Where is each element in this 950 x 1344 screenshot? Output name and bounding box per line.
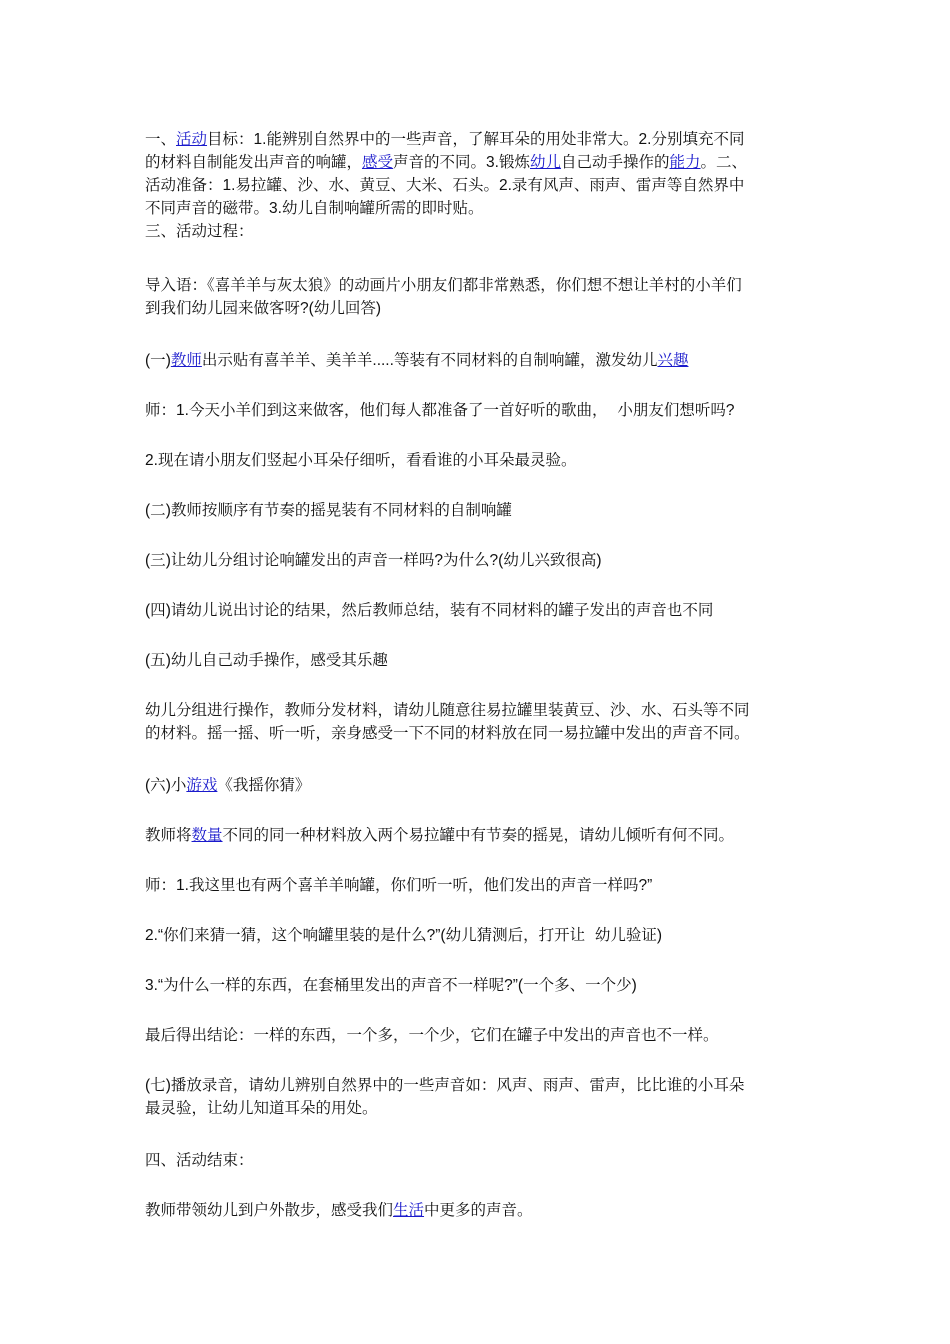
text: ( (145, 602, 151, 619)
text: ?”( (504, 977, 524, 994)
teacher-line-1 (145, 399, 810, 422)
text: 声音的不同。 (393, 153, 487, 171)
step-4 (145, 599, 810, 622)
text-line (145, 1074, 810, 1097)
text: ) (375, 300, 381, 317)
text: ) (165, 352, 171, 369)
teacher-line-2 (145, 449, 810, 472)
text: 1. (176, 402, 189, 419)
section-heading-end (145, 1149, 810, 1172)
text-line (145, 499, 810, 522)
text: 3. (486, 154, 499, 171)
text-line (145, 151, 810, 174)
text: 四、活动结束： (145, 1151, 254, 1169)
text: ) (165, 502, 171, 519)
text: 到我们幼儿园来做客呀 (145, 299, 301, 317)
text: ) (165, 552, 171, 569)
text-line (145, 274, 810, 297)
text: 为什么一样的东西，在套桶里发出的声音不一样呢 (163, 976, 505, 994)
text: 幼儿回答 (313, 299, 376, 317)
text: ( (145, 1077, 151, 1094)
text: 师： (145, 401, 177, 419)
text: ( (145, 552, 151, 569)
text: 的材料自制能发出声音的响罐， (145, 153, 363, 171)
text: 《我摇你猜》 (217, 776, 311, 794)
text: ..... (372, 352, 394, 369)
text: 活动准备： (145, 176, 223, 194)
text: 教师按顺序有节奏的摇晃装有不同材料的自制响罐 (170, 501, 512, 519)
text: ) (596, 552, 602, 569)
operation-paragraph (145, 699, 810, 745)
text-line (145, 824, 810, 847)
text: 2.“ (145, 927, 164, 944)
text: 小 (170, 776, 187, 794)
text: 自己动手操作的 (561, 153, 670, 171)
text: ) (165, 602, 171, 619)
text: ?”( (426, 927, 446, 944)
text-line (145, 774, 810, 797)
text: ?( (489, 552, 504, 569)
step-6 (145, 774, 810, 797)
text: 小朋友们想听吗 (617, 401, 726, 419)
objectives-paragraph (145, 128, 810, 243)
text: ) (631, 977, 637, 994)
teacher-question-1 (145, 874, 810, 897)
link-life[interactable]: 生活 (393, 1201, 425, 1219)
text: ?( (300, 300, 314, 317)
text: 不同声音的磁带。 (145, 199, 270, 217)
text: 你们来猜一猜，这个响罐里装的是什么 (163, 926, 427, 944)
text-line (145, 174, 810, 197)
text: ) (165, 777, 171, 794)
text: ( (145, 777, 151, 794)
text: 一 (150, 351, 166, 369)
text-line (145, 449, 810, 472)
teacher-question-2 (145, 924, 810, 947)
text: 1. (253, 131, 267, 148)
link-feel[interactable]: 感受 (362, 153, 394, 171)
text-line (145, 649, 810, 672)
text: 教师将 (145, 826, 192, 844)
text: 今天小羊们到这来做客，他们每人都准备了一首好听的歌曲， (188, 401, 608, 419)
text: 幼儿分组进行操作，教师分发材料，请幼儿随意往易拉罐里装黄豆、沙、水、石头等不同 (145, 701, 750, 719)
link-teacher[interactable]: 教师 (170, 351, 202, 369)
text-line (145, 699, 810, 722)
text-line (145, 1024, 810, 1047)
text: ) (165, 652, 171, 669)
link-game[interactable]: 游戏 (186, 776, 218, 794)
text: 2. (498, 177, 512, 194)
text: 七 (150, 1076, 166, 1094)
text: 2. (145, 452, 158, 469)
text: 最后得出结论：一样的东西，一个多，一个少，它们在罐子中发出的声音也不一样。 (145, 1026, 719, 1044)
text: 的材料。摇一摇、听一听，亲身感受一下不同的材料放在同一易拉罐中发出的声音不同。 (145, 724, 750, 742)
conclusion (145, 1024, 810, 1047)
text: 录有风声、雨声、雷声等自然界中 (511, 176, 745, 194)
text: 三、活动过程： (145, 222, 254, 240)
text: 师： (145, 876, 177, 894)
text: 让幼儿分组讨论响罐发出的声音一样吗 (170, 551, 435, 569)
text-line (145, 974, 810, 997)
section-heading (145, 220, 810, 243)
text: 请幼儿说出讨论的结果，然后教师总结，装有不同材料的罐子发出的声音也不同 (170, 601, 714, 619)
text: 等装有不同材料的自制响罐，激发幼儿 (393, 351, 658, 369)
text: 1. (222, 177, 236, 194)
text: 2. (638, 131, 652, 148)
text: 1. (176, 877, 189, 894)
text: 现在请小朋友们竖起小耳朵仔细听，看看谁的小耳朵最灵验。 (157, 451, 577, 469)
link-ability[interactable]: 能力 (669, 153, 701, 171)
text: 幼儿兴致很高 (503, 551, 597, 569)
text: 不同的同一种材料放入两个易拉罐中有节奏的摇晃，请幼儿倾听有何不同。 (222, 826, 735, 844)
text-line (145, 874, 810, 897)
text: ) (656, 927, 663, 944)
text: ? (434, 552, 443, 569)
text-line (145, 349, 810, 372)
step-5 (145, 649, 810, 672)
intro-paragraph (145, 274, 810, 320)
text: 。二、 (700, 153, 748, 171)
step-3 (145, 549, 810, 572)
text: 五 (150, 651, 166, 669)
text: 为什么 (443, 551, 490, 569)
text-line (145, 297, 810, 320)
text: 我这里也有两个喜羊羊响罐，你们听一听，他们发出的声音一样吗 (188, 876, 639, 894)
text: ) (165, 1077, 171, 1094)
text-line (145, 128, 810, 151)
text (607, 401, 617, 419)
text: 出示贴有喜羊羊、美羊羊 (201, 351, 373, 369)
step-7 (145, 1074, 810, 1120)
link-interest[interactable]: 兴趣 (657, 351, 689, 369)
text: 幼儿猜测后，打开让 幼儿验证 (445, 926, 657, 944)
text: 3.“ (145, 977, 164, 994)
text: 三 (150, 551, 166, 569)
text-line (145, 924, 810, 947)
text-line (145, 599, 810, 622)
text: ( (145, 352, 151, 369)
text-line (145, 399, 810, 422)
text: 幼儿自制响罐所需的即时贴。 (281, 199, 484, 217)
text: 教师带领幼儿到户外散步，感受我们 (145, 1201, 394, 1219)
text-line (145, 1199, 810, 1222)
step-1 (145, 349, 810, 372)
text: ? (725, 402, 735, 419)
text-line (145, 1097, 810, 1120)
ending-paragraph (145, 1199, 810, 1222)
text: 中更多的声音。 (424, 1201, 533, 1219)
text: 幼儿自己动手操作，感受其乐趣 (170, 651, 388, 669)
text: ?” (638, 877, 653, 894)
link-activity[interactable]: 活动 (176, 130, 208, 148)
text-line (145, 1149, 810, 1172)
text-line (145, 197, 810, 220)
text: 导入语：《喜羊羊与灰太狼》的动画片小朋友们都非常熟悉，你们想不想让羊村的小羊们 (145, 276, 742, 294)
text: 六 (150, 776, 166, 794)
step-2 (145, 499, 810, 522)
text-line (145, 549, 810, 572)
link-quantity[interactable]: 数量 (191, 826, 223, 844)
teacher-question-3 (145, 974, 810, 997)
text: 最灵验，让幼儿知道耳朵的用处。 (145, 1099, 378, 1117)
text: ( (145, 502, 151, 519)
link-children[interactable]: 幼儿 (530, 153, 562, 171)
text: 锻炼 (498, 153, 530, 171)
text: 二 (150, 501, 166, 519)
text: 目标： (207, 130, 254, 148)
text: 易拉罐、沙、水、黄豆、大米、石头。 (235, 176, 499, 194)
text: 播放录音，请幼儿辨别自然界中的一些声音如：风声、雨声、雷声，比比谁的小耳朵 (170, 1076, 745, 1094)
text: 一、 (145, 130, 177, 148)
text: 分别填充不同 (651, 130, 745, 148)
game-paragraph (145, 824, 810, 847)
text: ( (145, 652, 151, 669)
text: 一个多、一个少 (523, 976, 632, 994)
text: 3. (269, 200, 282, 217)
text: 四 (150, 601, 166, 619)
text: 能辨别自然界中的一些声音，了解耳朵的用处非常大。 (266, 130, 639, 148)
text-line (145, 722, 810, 745)
